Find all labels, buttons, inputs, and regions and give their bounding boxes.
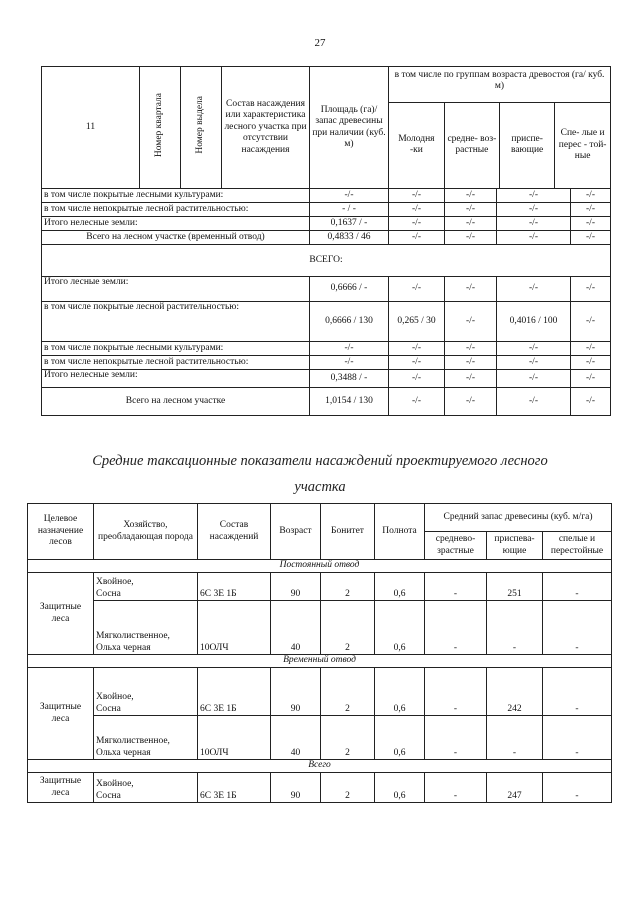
h-hoz: Хозяйство, преобладающая порода [94,504,198,560]
table-row: Мягколиственное, Ольха черная 10ОЛЧ 40 2 0,6 - - - [28,601,612,655]
header-g2: средне- воз- растные [444,102,499,188]
table-row: в том числе покрытые лесными культурами: -/- -/- -/- -/- -/- [42,342,611,356]
header-g4: Спе- лые и перес - той- ные [558,128,607,161]
h-naz: Целевое назначение лесов [28,504,94,560]
section-heading-cont: участка [294,479,346,495]
table-row: Всего на лесном участке 1,0154 / 130 -/- -/- -/- -/- [42,388,611,416]
table-row: в том числе непокрытые лесной растительностью: -/- -/- -/- -/- -/- [42,356,611,370]
h-polnota: Полнота [375,504,425,560]
table-row: Защитные леса Хвойное, Сосна 6С 3Е 1Б 90 2 0,6 - 251 - [28,573,612,601]
section-permanent: Постоянный отвод [28,560,612,573]
forest-area-table [41,66,611,416]
table-row: Всего на лесном участке (временный отвод) 0,4833 / 46 -/- -/- -/- -/- [42,231,611,245]
header-area: Площадь (га)/запас древесины при наличии (куб. м) [310,67,389,189]
taxation-table [27,503,612,803]
header-kvartal: Номер квартала [140,67,181,189]
table-row: в том числе покрытые лесными культурами: -/- -/- -/- -/- -/- [42,189,611,203]
section-total: Всего [28,760,612,773]
table-row: Итого нелесные земли: 0,1637 / - -/- -/- -/- -/- [42,217,611,231]
table-row: в том числе покрытые лесной растительностью: 0,6666 / 130 0,265 / 30 -/- 0,4016 / 100 -/- [42,302,611,342]
header-g3: приспе- вающие [500,102,555,188]
h-vozrast: Возраст [271,504,321,560]
header-g1: Молодня -ки [389,102,444,188]
header-age-groups: в том числе по группам возраста древостоя (га/ куб. м) [389,67,610,102]
h-z3: спелые и перестойные [543,532,612,560]
h-zapas: Средний запас древесины (куб. м/га) [425,504,612,532]
vsego-row: ВСЕГО: [42,245,611,277]
h-sostav: Состав насаждений [198,504,271,560]
table-row: Мягколиственное, Ольха черная 10ОЛЧ 40 2 0,6 - - - [28,716,612,760]
section-temporary: Временный отвод [28,655,612,668]
table-row: в том числе непокрытые лесной растительностью: - / - -/- -/- -/- -/- [42,203,611,217]
page-number: 27 [314,37,326,49]
header-num: 11 [42,67,140,189]
h-z2: приспева- ющие [487,532,543,560]
table-row: Защитные леса Хвойное, Сосна 6С 3Е 1Б 90 2 0,6 - 242 - [28,668,612,716]
header-vydel: Номер выдела [181,67,222,189]
section-heading: Средние таксационные показатели насаждений проектируемого лесного [92,453,548,469]
table-row: Итого лесные земли: 0,6666 / - -/- -/- -/- -/- [42,277,611,302]
header-sostav: Состав насаждения или характеристика лесного участка при отсутствии насаждения [222,67,310,189]
h-bonitet: Бонитет [321,504,375,560]
table-row: Защитные леса Хвойное, Сосна 6С 3Е 1Б 90 2 0,6 - 247 - [28,773,612,803]
table-row: Итого нелесные земли: 0,3488 / - -/- -/- -/- -/- [42,370,611,388]
h-z1: среднево- зрастные [425,532,487,560]
